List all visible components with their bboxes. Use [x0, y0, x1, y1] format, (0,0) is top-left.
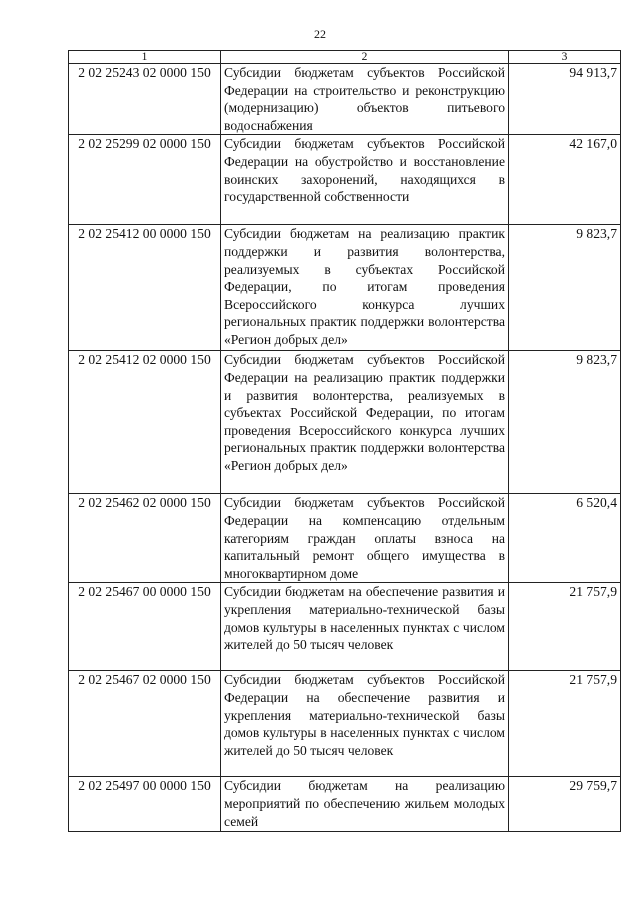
amount-value: 6 520,4 [509, 494, 621, 583]
budget-table [68, 50, 621, 832]
budget-code: 2 02 25412 02 0000 150 [69, 351, 221, 494]
amount-value: 9 823,7 [509, 351, 621, 494]
table-row [69, 135, 621, 225]
amount-value: 29 759,7 [509, 777, 621, 832]
revenue-description: Субсидии бюджетам субъектов Российской Федерации на компенсацию отдельным категориям граждан оплаты взноса на капитальный ремонт общего имущества в многоквартирном доме [221, 494, 509, 583]
revenue-description: Субсидии бюджетам субъектов Российской Федерации на строительство и реконструкцию (модернизацию) объектов питьевого водоснабжения [221, 64, 509, 135]
budget-code: 2 02 25462 02 0000 150 [69, 494, 221, 583]
amount-value: 21 757,9 [509, 583, 621, 671]
table-row [69, 494, 621, 583]
amount-value: 42 167,0 [509, 135, 621, 225]
revenue-description: Субсидии бюджетам субъектов Российской Федерации на реализацию практик поддержки и развития волонтерства, реализуемых в субъектах Российской Федерации, по итогам проведения Всероссийского конкурса лучших региональных практик поддержки волонтерства «Регион добрых дел» [221, 351, 509, 494]
revenue-description: Субсидии бюджетам на реализацию мероприятий по обеспечению жильем молодых семей [221, 777, 509, 832]
budget-code: 2 02 25299 02 0000 150 [69, 135, 221, 225]
table-row [69, 64, 621, 135]
table-header-row [69, 51, 621, 64]
amount-value: 9 823,7 [509, 225, 621, 351]
column-header-3: 3 [509, 51, 621, 64]
table-row [69, 225, 621, 351]
budget-code: 2 02 25412 00 0000 150 [69, 225, 221, 351]
revenue-description: Субсидии бюджетам на обеспечение развития и укрепления материально-технической базы домов культуры в населенных пунктах с числом жителей до 50 тысяч человек [221, 583, 509, 671]
revenue-description: Субсидии бюджетам субъектов Российской Федерации на обустройство и восстановление воинских захоронений, находящихся в государственной собственности [221, 135, 509, 225]
column-header-1: 1 [69, 51, 221, 64]
amount-value: 21 757,9 [509, 671, 621, 777]
table-row [69, 351, 621, 494]
budget-code: 2 02 25467 02 0000 150 [69, 671, 221, 777]
budget-code: 2 02 25243 02 0000 150 [69, 64, 221, 135]
revenue-description: Субсидии бюджетам на реализацию практик поддержки и развития волонтерства, реализуемых в субъектах Российской Федерации, по итогам проведения Всероссийского конкурса лучших региональных практик поддержки волонтерства «Регион добрых дел» [221, 225, 509, 351]
table-row [69, 777, 621, 832]
budget-code: 2 02 25467 00 0000 150 [69, 583, 221, 671]
page-number: 22 [314, 27, 326, 41]
revenue-description: Субсидии бюджетам субъектов Российской Федерации на обеспечение развития и укрепления материально-технической базы домов культуры в населенных пунктах с числом жителей до 50 тысяч человек [221, 671, 509, 777]
table-row [69, 583, 621, 671]
budget-code: 2 02 25497 00 0000 150 [69, 777, 221, 832]
amount-value: 94 913,7 [509, 64, 621, 135]
table-row [69, 671, 621, 777]
column-header-2: 2 [221, 51, 509, 64]
